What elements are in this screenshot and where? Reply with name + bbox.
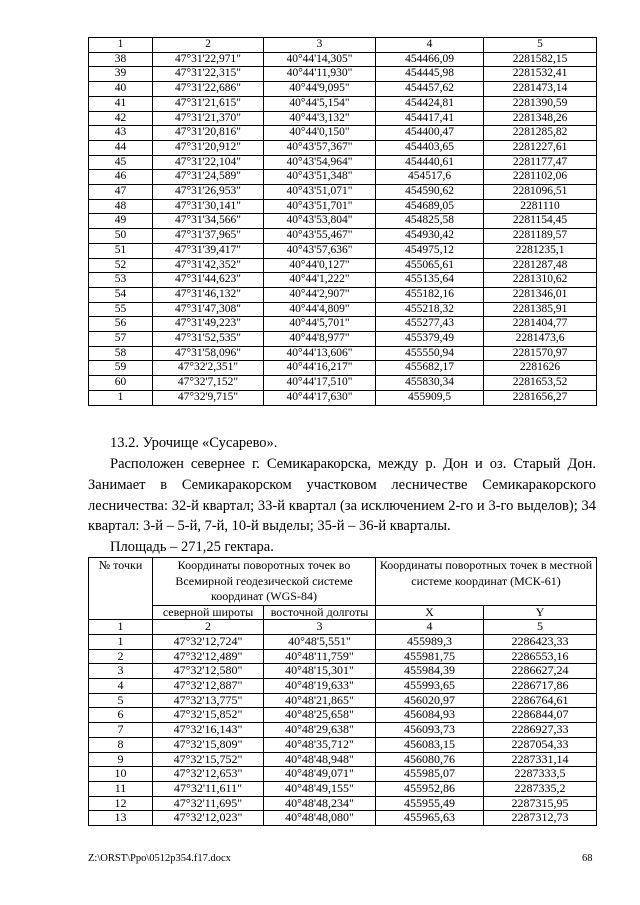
table-cell: 455379,49: [376, 332, 484, 347]
table-cell: 47°31'21,370": [153, 111, 264, 126]
table-cell: 2281177,47: [484, 155, 597, 170]
table-cell: 40°44'4,809": [264, 302, 376, 317]
susarevo-coordinates-table: [88, 557, 597, 826]
table-cell: 47°31'20,816": [153, 126, 264, 141]
table-cell: 2281626: [484, 361, 597, 376]
table-cell: 455989,3: [376, 634, 484, 649]
table-row: [89, 811, 597, 826]
table-cell: 2281404,77: [484, 317, 597, 332]
table-cell: 2281227,61: [484, 140, 597, 155]
table-cell: 455984,39: [376, 664, 484, 679]
table-cell: 47°32'13,775": [153, 693, 264, 708]
point-number-header: № точки: [89, 558, 153, 620]
table-row: [89, 82, 597, 97]
table-row: [89, 679, 597, 694]
table-cell: 39: [89, 67, 153, 82]
table-cell: 40°43'54,964": [264, 155, 376, 170]
table-cell: 2281390,59: [484, 96, 597, 111]
table-cell: 47°32'12,887": [153, 679, 264, 694]
table-row: [89, 155, 597, 170]
table-row: [89, 214, 597, 229]
table-cell: 40°44'8,977": [264, 332, 376, 347]
table-cell: 455182,16: [376, 287, 484, 302]
table-cell: 455952,86: [376, 781, 484, 796]
table-cell: 2281385,91: [484, 302, 597, 317]
table-cell: 40°44'11,930": [264, 67, 376, 82]
table-cell: 48: [89, 199, 153, 214]
table-row: [89, 693, 597, 708]
header-cell: 3: [264, 620, 376, 635]
header-cell: 1: [89, 38, 153, 53]
table-cell: 454466,09: [376, 52, 484, 67]
table-cell: 40°44'17,630": [264, 390, 376, 405]
y-header: Y: [484, 605, 597, 620]
table-row: [89, 781, 597, 796]
table-cell: 47°31'52,535": [153, 332, 264, 347]
header-cell: 2: [153, 38, 264, 53]
table-cell: 2281287,48: [484, 258, 597, 273]
table-cell: 2286627,24: [484, 664, 597, 679]
table-cell: 1: [89, 634, 153, 649]
table-cell: 47°31'39,417": [153, 243, 264, 258]
table-cell: 40: [89, 82, 153, 97]
table-cell: 2281096,51: [484, 185, 597, 200]
table-cell: 454400,47: [376, 126, 484, 141]
table-cell: 53: [89, 273, 153, 288]
table-cell: 455277,43: [376, 317, 484, 332]
table-cell: 40°48'49,071": [264, 767, 376, 782]
table-cell: 60: [89, 376, 153, 391]
section-heading: 13.2. Урочище «Сусарево».: [110, 435, 278, 451]
table-row: [89, 332, 597, 347]
table-cell: 40°44'2,907": [264, 287, 376, 302]
table-cell: 47°32'2,351": [153, 361, 264, 376]
table-cell: 47°31'34,566": [153, 214, 264, 229]
table-cell: 47°32'15,809": [153, 737, 264, 752]
table-cell: 59: [89, 361, 153, 376]
table-cell: 3: [89, 664, 153, 679]
table-cell: 455682,17: [376, 361, 484, 376]
table-cell: 456083,15: [376, 737, 484, 752]
table-cell: 47°31'44,623": [153, 273, 264, 288]
table-cell: 455135,64: [376, 273, 484, 288]
table-cell: 2287312,73: [484, 811, 597, 826]
table-cell: 2287331,14: [484, 752, 597, 767]
table-cell: 47°31'22,971": [153, 52, 264, 67]
table-cell: 454424,81: [376, 96, 484, 111]
page-number: 68: [582, 853, 593, 864]
table-cell: 454517,6: [376, 170, 484, 185]
table-cell: 51: [89, 243, 153, 258]
table-row: [89, 361, 597, 376]
table-cell: 2286553,16: [484, 649, 597, 664]
table-cell: 40°48'48,080": [264, 811, 376, 826]
table-row: [89, 664, 597, 679]
table-cell: 454417,41: [376, 111, 484, 126]
table-cell: 2281346,01: [484, 287, 597, 302]
table-row: [89, 317, 597, 332]
table-cell: 455965,63: [376, 811, 484, 826]
table-cell: 56: [89, 317, 153, 332]
header-cell: 5: [484, 38, 597, 53]
table-cell: 47°31'42,352": [153, 258, 264, 273]
longitude-header: восточной долготы: [264, 605, 376, 620]
table-cell: 40°43'55,467": [264, 229, 376, 244]
table-row: [89, 737, 597, 752]
table-cell: 57: [89, 332, 153, 347]
coordinates-table-continued: [88, 37, 597, 406]
table-cell: 47°32'12,489": [153, 649, 264, 664]
table-cell: 4: [89, 679, 153, 694]
table-cell: 47°32'12,580": [153, 664, 264, 679]
table-cell: 40°48'35,712": [264, 737, 376, 752]
table-cell: 454930,42: [376, 229, 484, 244]
table-cell: 40°44'3,132": [264, 111, 376, 126]
table-index-row: [89, 38, 597, 53]
table-cell: 47°31'22,686": [153, 82, 264, 97]
table-cell: 454689,05: [376, 199, 484, 214]
table-cell: 47°32'15,752": [153, 752, 264, 767]
table-cell: 41: [89, 96, 153, 111]
table-cell: 455065,61: [376, 258, 484, 273]
table-row: [89, 287, 597, 302]
table-cell: 2281532,41: [484, 67, 597, 82]
table-cell: 47°32'12,023": [153, 811, 264, 826]
table-cell: 2286844,07: [484, 708, 597, 723]
table-cell: 40°44'0,150": [264, 126, 376, 141]
table-cell: 13: [89, 811, 153, 826]
table-cell: 40°48'5,551": [264, 634, 376, 649]
table-cell: 40°43'51,071": [264, 185, 376, 200]
table-row: [89, 229, 597, 244]
table-cell: 47°32'15,852": [153, 708, 264, 723]
table-cell: 456084,93: [376, 708, 484, 723]
table-cell: 50: [89, 229, 153, 244]
table-cell: 47°31'30,141": [153, 199, 264, 214]
table-cell: 2281285,82: [484, 126, 597, 141]
table-cell: 455955,49: [376, 796, 484, 811]
table-cell: 47°31'58,096": [153, 346, 264, 361]
table-cell: 455993,65: [376, 679, 484, 694]
table-cell: 2281102,06: [484, 170, 597, 185]
table-cell: 40°43'57,367": [264, 140, 376, 155]
table-cell: 2286717,86: [484, 679, 597, 694]
table-row: [89, 67, 597, 82]
table-cell: 2281189,57: [484, 229, 597, 244]
table-cell: 54: [89, 287, 153, 302]
x-header: X: [376, 605, 484, 620]
table-cell: 2281235,1: [484, 243, 597, 258]
table-cell: 7: [89, 723, 153, 738]
table-cell: 40°48'21,865": [264, 693, 376, 708]
table-header-row: [89, 558, 597, 606]
table-cell: 12: [89, 796, 153, 811]
table-row: [89, 796, 597, 811]
table-cell: 5: [89, 693, 153, 708]
table-cell: 455981,75: [376, 649, 484, 664]
header-cell: 5: [484, 620, 597, 635]
table-row: [89, 376, 597, 391]
table-cell: 454440,61: [376, 155, 484, 170]
document-path: Z:\ORST\Ppo\0512p354.f17.docx: [88, 853, 231, 864]
table-row: [89, 649, 597, 664]
table-cell: 47°31'22,315": [153, 67, 264, 82]
table-cell: 2281310,62: [484, 273, 597, 288]
table-cell: 40°48'15,301": [264, 664, 376, 679]
table-index-row: [89, 620, 597, 635]
table-cell: 11: [89, 781, 153, 796]
table-row: [89, 170, 597, 185]
table-cell: 1: [89, 390, 153, 405]
table-cell: 40°48'25,658": [264, 708, 376, 723]
table-cell: 47°32'9,715": [153, 390, 264, 405]
table-cell: 47°31'49,223": [153, 317, 264, 332]
table-cell: 40°43'51,701": [264, 199, 376, 214]
latitude-header: северной широты: [153, 605, 264, 620]
table-cell: 47°31'37,965": [153, 229, 264, 244]
table-cell: 44: [89, 140, 153, 155]
table-cell: 52: [89, 258, 153, 273]
table-row: [89, 199, 597, 214]
table-cell: 47°32'11,611": [153, 781, 264, 796]
msk61-group-header: Координаты поворотных точек в местной системе координат (МСК-61): [376, 558, 597, 606]
table-row: [89, 723, 597, 738]
table-cell: 40°43'53,804": [264, 214, 376, 229]
table-cell: 9: [89, 752, 153, 767]
table-row: [89, 111, 597, 126]
table-cell: 47°32'11,695": [153, 796, 264, 811]
table-cell: 2281582,15: [484, 52, 597, 67]
table-cell: 455218,32: [376, 302, 484, 317]
table-cell: 47°32'12,724": [153, 634, 264, 649]
table-cell: 2281653,52: [484, 376, 597, 391]
table-cell: 456020,97: [376, 693, 484, 708]
table-cell: 454403,65: [376, 140, 484, 155]
table-cell: 40°48'19,633": [264, 679, 376, 694]
table-cell: 47°31'47,308": [153, 302, 264, 317]
table-cell: 2286423,33: [484, 634, 597, 649]
table-cell: 2286927,33: [484, 723, 597, 738]
table-cell: 40°43'57,636": [264, 243, 376, 258]
table-row: [89, 767, 597, 782]
table-cell: 6: [89, 708, 153, 723]
table-cell: 2287335,2: [484, 781, 597, 796]
header-cell: 3: [264, 38, 376, 53]
table-cell: 2281656,27: [484, 390, 597, 405]
table-cell: 454825,58: [376, 214, 484, 229]
table-row: [89, 634, 597, 649]
table-cell: 47°31'21,615": [153, 96, 264, 111]
table-cell: 2287333,5: [484, 767, 597, 782]
table-row: [89, 243, 597, 258]
table-cell: 55: [89, 302, 153, 317]
table-cell: 456080,76: [376, 752, 484, 767]
table-row: [89, 273, 597, 288]
table-cell: 456093,73: [376, 723, 484, 738]
table-row: [89, 708, 597, 723]
table-cell: 40°48'48,948": [264, 752, 376, 767]
table-cell: 40°44'9,095": [264, 82, 376, 97]
table-row: [89, 752, 597, 767]
table-subheader-row: [89, 605, 597, 620]
table-row: [89, 52, 597, 67]
table-cell: 2281570,97: [484, 346, 597, 361]
table-cell: 454975,12: [376, 243, 484, 258]
table-cell: 40°44'13,606": [264, 346, 376, 361]
table-cell: 2281473,6: [484, 332, 597, 347]
table-cell: 47°32'7,152": [153, 376, 264, 391]
table-cell: 43: [89, 126, 153, 141]
table-cell: 2287315,95: [484, 796, 597, 811]
header-cell: 4: [376, 38, 484, 53]
table-cell: 2281154,45: [484, 214, 597, 229]
table-row: [89, 140, 597, 155]
table-cell: 40°44'14,305": [264, 52, 376, 67]
table-cell: 455550,94: [376, 346, 484, 361]
table-cell: 2286764,61: [484, 693, 597, 708]
header-cell: 1: [89, 620, 153, 635]
table-cell: 47°31'46,132": [153, 287, 264, 302]
table-cell: 47°31'24,589": [153, 170, 264, 185]
table-cell: 40°44'0,127": [264, 258, 376, 273]
table-cell: 454590,62: [376, 185, 484, 200]
table-cell: 454457,62: [376, 82, 484, 97]
area-text: Площадь – 271,25 гектара.: [110, 539, 274, 555]
table-cell: 40°48'11,759": [264, 649, 376, 664]
table-row: [89, 96, 597, 111]
table-row: [89, 258, 597, 273]
table-cell: 47°32'16,143": [153, 723, 264, 738]
table-cell: 47°31'20,912": [153, 140, 264, 155]
table-row: [89, 126, 597, 141]
table-cell: 40°44'17,510": [264, 376, 376, 391]
section-description: Расположен севернее г. Семикаракорска, между р. Дон и оз. Старый Дон. Занимает в Семикаракорском участковом лесничестве Семикаракорского лесничества: 32-й квартал; 33-й квартал (за исключением 2-го и 3-го выделов); 34 квартал: 3-й – 5-й, 7-й, 10-й выделы; 35-й – 36-й кварталы.: [88, 456, 596, 535]
header-cell: 2: [153, 620, 264, 635]
table-cell: 2: [89, 649, 153, 664]
table-cell: 47°31'22,104": [153, 155, 264, 170]
table-cell: 47°31'26,953": [153, 185, 264, 200]
table-cell: 455909,5: [376, 390, 484, 405]
table-cell: 46: [89, 170, 153, 185]
table-cell: 58: [89, 346, 153, 361]
table-cell: 40°48'49,155": [264, 781, 376, 796]
table-cell: 38: [89, 52, 153, 67]
table-row: [89, 390, 597, 405]
table-cell: 455985,07: [376, 767, 484, 782]
table-cell: 49: [89, 214, 153, 229]
table-row: [89, 302, 597, 317]
table-cell: 455830,34: [376, 376, 484, 391]
table-cell: 8: [89, 737, 153, 752]
table-cell: 40°44'5,154": [264, 96, 376, 111]
table-cell: 2287054,33: [484, 737, 597, 752]
table-cell: 2281348,26: [484, 111, 597, 126]
table-cell: 40°43'51,348": [264, 170, 376, 185]
table-cell: 40°44'1,222": [264, 273, 376, 288]
table-cell: 40°48'48,234": [264, 796, 376, 811]
wgs84-group-header: Координаты поворотных точек во Всемирной геодезической системе координат (WGS-84): [153, 558, 376, 606]
table-cell: 47: [89, 185, 153, 200]
table-cell: 40°44'5,701": [264, 317, 376, 332]
table-cell: 42: [89, 111, 153, 126]
table-cell: 45: [89, 155, 153, 170]
table-cell: 10: [89, 767, 153, 782]
table-cell: 454445,98: [376, 67, 484, 82]
table-cell: 47°32'12,653": [153, 767, 264, 782]
table-row: [89, 185, 597, 200]
header-cell: 4: [376, 620, 484, 635]
table-cell: 2281473,14: [484, 82, 597, 97]
table-cell: 40°44'16,217": [264, 361, 376, 376]
table-row: [89, 346, 597, 361]
table-cell: 40°48'29,638": [264, 723, 376, 738]
table-cell: 2281110: [484, 199, 597, 214]
